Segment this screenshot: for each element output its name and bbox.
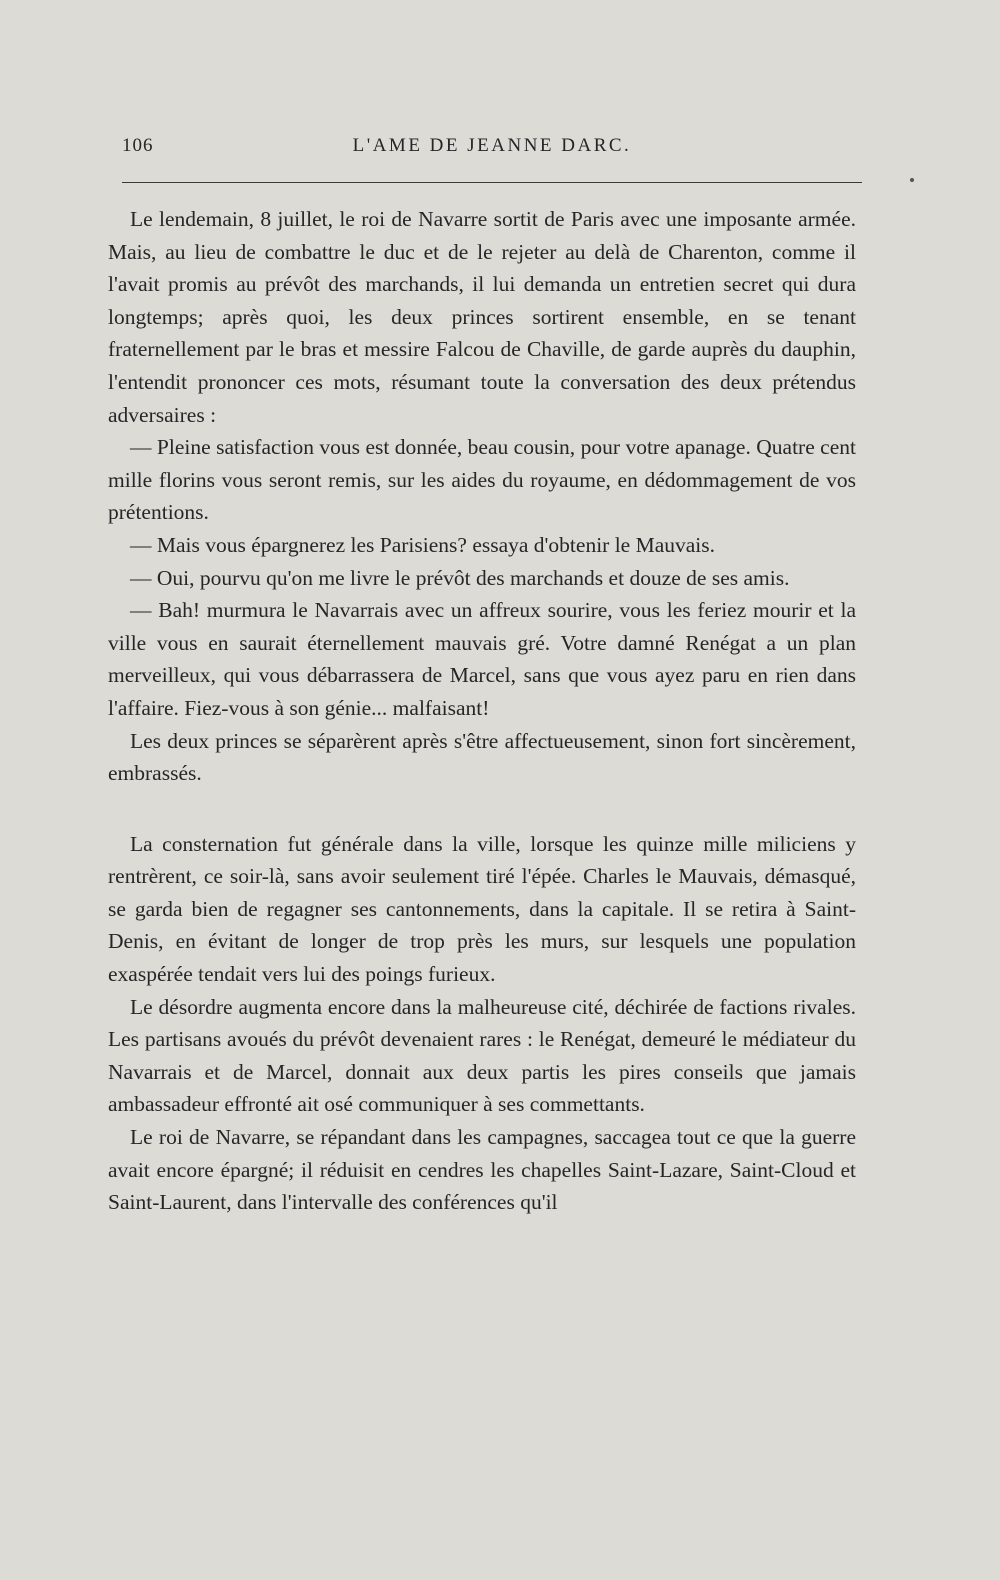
body-text xyxy=(108,203,856,1219)
paragraph: — Mais vous épargnerez les Parisiens? essaya d'obtenir le Mauvais. xyxy=(130,532,716,557)
paragraph: Les deux princes se séparèrent après s'être affectueusement, sinon fort sincèrement, embrassés. xyxy=(108,728,856,786)
paragraph: La consternation fut générale dans la ville, lorsque les quinze mille miliciens y rentrèrent, ce soir-là, sans avoir seulement tiré l'épée. Charles le Mauvais, démasqué, se garda bien de regagner ses cantonnements, dans la capitale. Il se retira à Saint-Denis, en évitant de longer de trop près les murs, sur lesquels une population exaspérée tendait vers lui des poings furieux. xyxy=(108,831,856,987)
paragraph: — Pleine satisfaction vous est donnée, beau cousin, pour votre apanage. Quatre cent mille florins vous seront remis, sur les aides du royaume, en dédommagement de vos prétentions. xyxy=(108,435,856,525)
header-rule xyxy=(122,182,862,183)
paragraph: — Bah! murmura le Navarrais avec un affreux sourire, vous les feriez mourir et la ville vous en saurait éternellement mauvais gré. Votre damné Renégat a un plan merveilleux, qui vous débarrassera de Marcel, sans que vous ayez paru en rien dans l'affaire. Fiez-vous à son génie... malfaisant! xyxy=(108,598,856,720)
paragraph: Le roi de Navarre, se répandant dans les campagnes, saccagea tout ce que la guerre avait encore épargné; il réduisit en cendres les chapelles Saint-Lazare, Saint-Cloud et Saint-Laurent, dans l'intervalle des conférences qu'il xyxy=(108,1125,856,1215)
running-title: L'AME DE JEANNE DARC. xyxy=(352,135,632,156)
paragraph: Le désordre augmenta encore dans la malheureuse cité, déchirée de factions rivales. Les partisans avoués du prévôt devenaient rares : le Renégat, demeuré le médiateur du Navarrais et de Marcel, donnait aux deux partis les pires conseils que jamais ambassadeur effronté ait osé communiquer à ses commettants. xyxy=(108,994,856,1117)
paragraph: — Oui, pourvu qu'on me livre le prévôt des marchands et douze de ses amis. xyxy=(130,565,790,590)
paper-speck xyxy=(910,178,914,182)
paragraph: Le lendemain, 8 juillet, le roi de Navarre sortit de Paris avec une imposante armée. Mais, au lieu de combattre le duc et de le rejeter au delà de Charenton, comme il l'avait promis au prévôt des marchands, il lui demanda un entretien secret qui dura longtemps; après quoi, les deux princes sortirent ensemble, en se tenant fraternellement par le bras et messire Falcou de Chaville, de garde auprès du dauphin, l'entendit prononcer ces mots, résumant toute la conversation des deux prétendus adversaires : xyxy=(108,207,856,427)
page-number: 106 xyxy=(122,135,154,156)
page-header xyxy=(122,135,862,165)
